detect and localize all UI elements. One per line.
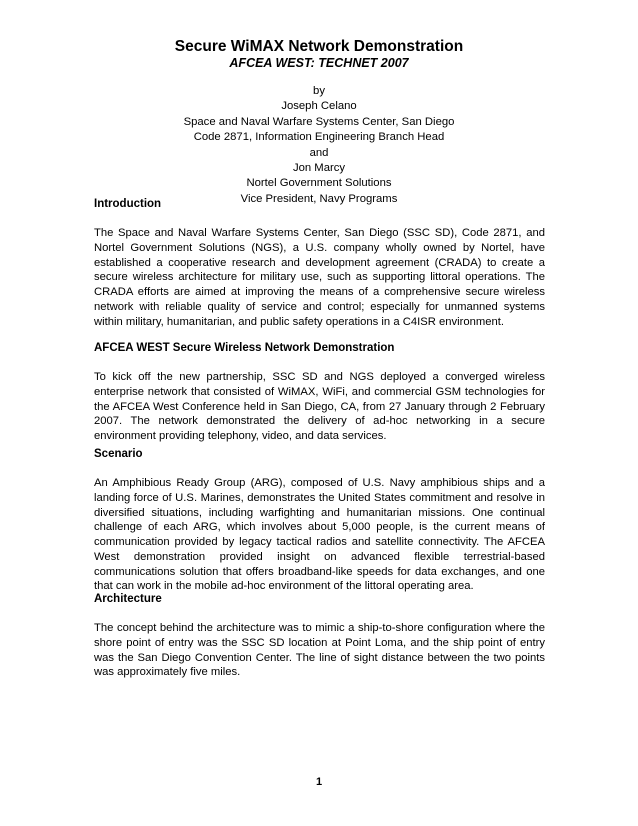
byline-line: Vice President, Navy Programs	[240, 192, 398, 205]
section-architecture	[94, 592, 545, 680]
byline-line: Code 2871, Information Engineering Branch Head	[193, 131, 445, 144]
section-heading: Introduction	[94, 198, 162, 210]
byline-line: Joseph Celano	[281, 100, 357, 113]
section-heading: Scenario	[94, 448, 143, 460]
section-scenario	[94, 447, 545, 594]
section-demonstration	[94, 341, 545, 444]
byline-line: Nortel Government Solutions	[246, 177, 392, 190]
section-heading: AFCEA WEST Secure Wireless Network Demonstration	[94, 342, 395, 354]
section-introduction	[94, 197, 545, 329]
author-byline	[0, 84, 638, 207]
page-number: 1	[315, 776, 323, 788]
byline-line: by	[313, 85, 325, 97]
section-paragraph: To kick off the new partnership, SSC SD and NGS deployed a converged wireless enterprise network that consisted of WiMAX, WiFi, and commercial GSM technologies for the AFCEA West Conference held in San Diego, CA, from 27 January through 2 February 2007. The network demonstrated the delivery of ad-hoc networking in a secure environment providing telephony, video, and data services.	[94, 371, 545, 442]
byline-line: Jon Marcy	[292, 162, 346, 175]
section-paragraph: The concept behind the architecture was to mimic a ship-to-shore configuration where the shore point of entry was the SSC SD location at Point Loma, and the ship point of entry was the San Diego Convention Center. The line of sight distance between the two points was approximately five miles.	[94, 622, 545, 679]
section-paragraph: The Space and Naval Warfare Systems Center, San Diego (SSC SD), Code 2871, and Nortel Government Solutions (NGS), a U.S. company wholly owned by Nortel, have established a cooperative research and development agreement (CRADA) to create a secure wireless architecture for military use, such as supporting littoral operations. The CRADA efforts are aimed at improving the means of a comprehensive secure wireless network with reliable quality of service and control; especially for unmanned systems within military, humanitarian, and public safety operations in a C4ISR environment.	[94, 227, 545, 328]
document-subtitle: AFCEA WEST: TECHNET 2007	[229, 56, 409, 70]
document-title: Secure WiMAX Network Demonstration	[174, 38, 464, 55]
byline-line: Space and Naval Warfare Systems Center, San Diego	[183, 115, 455, 128]
section-heading: Architecture	[94, 593, 162, 605]
byline-line: and	[309, 146, 329, 159]
section-paragraph: An Amphibious Ready Group (ARG), composed of U.S. Navy amphibious ships and a landing force of U.S. Marines, demonstrates the United States commitment and resolve in diversified situations, including warfighting and humanitarian missions. One continual challenge of each ARG, which involves about 5,000 people, is the current means of communication provided by legacy tactical radios and satellite connectivity. The AFCEA West demonstration provided insight on advanced flexible terrestrial-based communications solution that offers broadband-like speeds for data exchanges, and one that can work in the mobile ad-hoc environment of the littoral operating area.	[94, 477, 545, 593]
